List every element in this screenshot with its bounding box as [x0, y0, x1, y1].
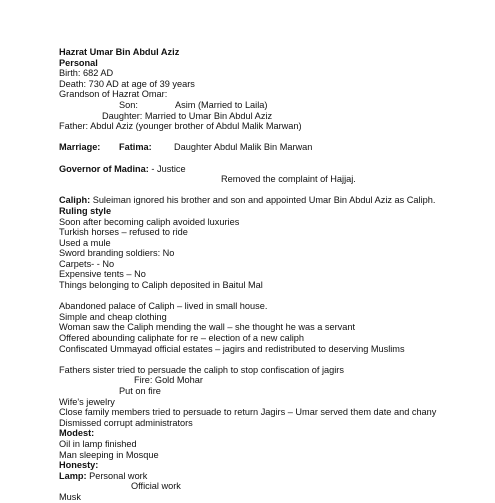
governor-label: Governor of Madina:	[59, 163, 149, 174]
fatima-label: Fatima:	[119, 142, 152, 153]
lamp-label: Lamp:	[59, 470, 87, 481]
document-title: Hazrat Umar Bin Abdul Aziz	[59, 47, 180, 57]
oil-lamp-line: Oil in lamp finished	[59, 438, 137, 449]
father-line: Father: Abdul Aziz (younger brother of Abdul Malik Marwan)	[59, 121, 302, 132]
ruling-heading: Ruling style	[59, 205, 112, 216]
modest-heading: Modest:	[59, 428, 95, 439]
son-value: Asim (Married to Laila)	[175, 99, 268, 110]
fatima-value: Daughter Abdul Malik Bin Marwan	[174, 142, 313, 153]
musk-line: Musk	[59, 491, 81, 502]
palace-item: Offered abounding caliphate for re – election of a new caliph	[59, 333, 304, 344]
ruling-item: Used a mule	[59, 237, 111, 248]
lamp-value: Personal work	[86, 470, 148, 481]
marriage-line	[59, 142, 489, 153]
honesty-heading: Honesty:	[59, 460, 99, 471]
dismissed-line: Dismissed corrupt administrators	[59, 417, 193, 428]
governor-line	[59, 164, 489, 175]
daughter-line: Daughter: Married to Umar Bin Abdul Aziz	[102, 110, 273, 121]
lamp-line	[59, 471, 489, 482]
ruling-item: Turkish horses – refused to ride	[59, 227, 188, 238]
fathers-sister-line: Fathers sister tried to persuade the caliph to stop confiscation of jagirs	[59, 364, 344, 375]
wifes-jewelry-line: Wife's jewelry	[59, 396, 115, 407]
personal-heading: Personal	[59, 57, 98, 68]
put-on-fire-line: Put on fire	[119, 386, 161, 396]
official-work-line: Official work	[131, 481, 181, 492]
governor-value: - Justice	[148, 163, 186, 174]
death-line: Death: 730 AD at age of 39 years	[59, 78, 195, 89]
marriage-label: Marriage:	[59, 142, 101, 153]
palace-item: Simple and cheap clothing	[59, 311, 167, 322]
governor-sub-line: Removed the complaint of Hajjaj.	[221, 174, 356, 185]
ruling-item: Soon after becoming caliph avoided luxuries	[59, 216, 240, 227]
birth-line: Birth: 682 AD	[59, 68, 114, 79]
document-body	[59, 47, 489, 503]
palace-item: Confiscated Ummayad official estates – jagirs and redistributed to deserving Muslims	[59, 343, 405, 354]
ruling-item: Carpets- - No	[59, 258, 115, 269]
caliph-line	[59, 195, 489, 206]
caliph-label: Caliph:	[59, 195, 91, 206]
son-label: Son:	[119, 99, 138, 110]
ruling-item: Things belonging to Caliph deposited in Baitul Mal	[59, 280, 263, 291]
ruling-item: Sword branding soldiers: No	[59, 248, 175, 259]
grandson-line: Grandson of Hazrat Omar:	[59, 89, 168, 100]
palace-item: Abandoned palace of Caliph – lived in small house.	[59, 301, 268, 312]
son-line	[59, 100, 489, 111]
man-sleeping-line: Man sleeping in Mosque	[59, 449, 159, 460]
caliph-value: Suleiman ignored his brother and son and appointed Umar Bin Abdul Aziz as Caliph.	[90, 195, 436, 206]
ruling-item: Expensive tents – No	[59, 269, 146, 280]
fire-gold-line: Fire: Gold Mohar	[134, 375, 203, 386]
palace-item: Woman saw the Caliph mending the wall – she thought he was a servant	[59, 322, 356, 333]
close-family-line: Close family members tried to persuade to return Jagirs – Umar served them date and chany	[59, 407, 437, 418]
